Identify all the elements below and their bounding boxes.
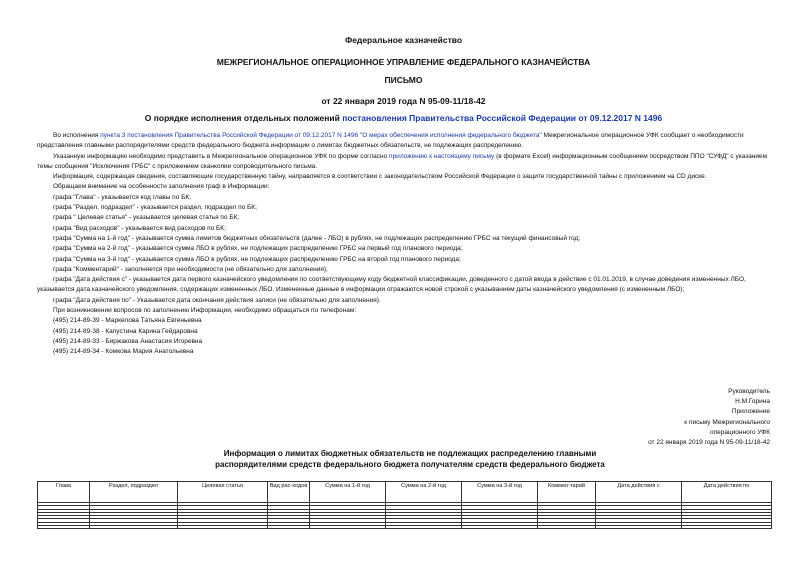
graph-item: графа "Раздел, подраздел" - указывается раздел, подраздел по БК; xyxy=(53,204,257,212)
limits-table xyxy=(37,481,772,529)
col-header: Сумма на 2-й год xyxy=(386,482,462,503)
table-cell xyxy=(386,526,462,529)
col-header: Целевая статья xyxy=(178,482,268,503)
col-header: Сумма на 3-й год xyxy=(462,482,538,503)
col-header: Вид рас-ходов xyxy=(268,482,310,503)
org-name: Федеральное казначейство xyxy=(344,35,463,45)
p1-text-a: Во исполнения xyxy=(53,132,101,139)
paragraph-2 xyxy=(37,152,771,173)
p1-text-b: Межрегиональное операционное УФК сообщает о необходимости представления главными распорядителями средств федерального бюджета информации о лимитах бюджетных обязательств, не подлежащих распределению. xyxy=(37,132,744,150)
col-header: Сумма на 1-й год xyxy=(310,482,386,503)
signature-block xyxy=(510,387,770,448)
title-prefix: О порядке исполнения отдельных положений xyxy=(144,113,343,123)
doc-date-number: от 22 января 2019 года N 95-09-11/18-42 xyxy=(321,96,486,106)
graph-item: графа "Сумма на 1-й год" - указывается сумма лимитов бюджетных обязательств (далее - ЛБО) в рублях, не подлежащих распределению ГРБС на текущий финансовый год; xyxy=(53,234,581,242)
col-header: Раздел, подраздел xyxy=(90,482,178,503)
table-cell xyxy=(268,526,310,529)
table-cell xyxy=(178,526,268,529)
table-title: Информация о лимитах бюджетных обязательств не подлежащих распределению главными распорядителями средств федерального бюджета получателям средств федерального бюджета xyxy=(215,449,605,469)
doc-title xyxy=(0,113,807,123)
contact-line: (495) 214-89-33 - Биржакова Анастасия Игоревна xyxy=(53,337,203,345)
doc-type: ПИСЬМО xyxy=(384,75,423,85)
col-header: Дата действия с xyxy=(596,482,682,503)
graph-date-from: графа "Дата действия с" - указывается дата первого казначейского уведомления по соответствующему коду бюджетной классификации, доведенного с датой ввода в действие с 01.01.2019, в случае доведения измененных ЛБО, указывается дата казначейского уведомления, содержащих измененных ЛБО. Измененные данные в информации отражаются новой строкой с указыванием даты казначейского уведомления (с измененным ЛБО); xyxy=(37,276,746,294)
contact-line: (495) 214-89-39 - Маркелова Татьяна Евгеньевна xyxy=(53,317,202,325)
table-cell xyxy=(38,526,90,529)
title-link[interactable]: постановления Правительства Российской Федерации от 09.12.2017 N 1496 xyxy=(342,113,663,123)
table-cell xyxy=(538,526,596,529)
contact-line: (495) 214-89-38 - Капустина Карина Гейдаровна xyxy=(53,327,198,335)
col-header: Глава xyxy=(38,482,90,503)
paragraph-1 xyxy=(37,131,771,152)
col-header: Коммен-тарий xyxy=(538,482,596,503)
signer-name: Н.М.Горина xyxy=(735,398,770,406)
appendix-label: Приложение xyxy=(731,408,770,416)
paragraph-4: Обращаем внимание на особенности заполнения граф в Информации: xyxy=(53,183,270,191)
graph-date-to: графа "Дата действия по" - Указывается дата окончания действия записи (не обязательно для заполнения). xyxy=(53,296,381,304)
graph-item: графа " Целевая статья" - указывается целевая статья по БК; xyxy=(53,214,240,222)
table-cell xyxy=(682,526,772,529)
paragraph-3: Информация, содержащая сведения, составляющие государственную тайну, направляется в соответствии с законодательством Российской Федерации о защите государственной тайны с приложением на CD диске. xyxy=(53,173,707,181)
appendix-line-2: операционного УФК xyxy=(709,428,770,436)
signer-position: Руководитель xyxy=(728,388,770,395)
col-header: Дата действия по xyxy=(682,482,772,503)
graph-item: графа "Вид расходов" - указывается вид расходов по БК; xyxy=(53,224,226,232)
graph-item: графа "Глава" - указывается код главы по БК; xyxy=(53,193,191,201)
p2-text-b: (в формате Excel) информационным сообщением посредством ППО "СУФД" с указанием темы сообщения "Исключения ГРБС" с приложением сканкопии сопроводительного письма. xyxy=(37,152,768,170)
table-header-row xyxy=(38,482,772,503)
letter-body xyxy=(37,131,771,358)
p1-link[interactable]: пункта 3 постановления Правительства Российской Федерации от 09.12.2017 N 1496 "О мерах обеспечения исполнения федерального бюджета" xyxy=(100,132,542,139)
org-department: МЕЖРЕГИОНАЛЬНОЕ ОПЕРАЦИОННОЕ УПРАВЛЕНИЕ ФЕДЕРАЛЬНОГО КАЗНАЧЕЙСТВА xyxy=(216,57,591,67)
table-cell xyxy=(310,526,386,529)
contact-line: (495) 214-89-34 - Комкова Мария Анатольевна xyxy=(53,348,194,356)
graph-item: графа "Комментарий" - заполняется при необходимости (не обязательно для заполнения); xyxy=(53,265,328,273)
p2-text-a: Указанную информацию необходимо представить в Межрегиональное операционное УФК по форме согласно xyxy=(53,152,390,160)
graph-item: графа "Сумма на 3-й год" - указывается сумма ЛБО в рублях, не подлежащих распределению ГРБС на второй год планового периода; xyxy=(53,255,461,263)
appendix-line-1: к письму Межрегионального xyxy=(684,418,770,426)
table-cell xyxy=(596,526,682,529)
p2-link[interactable]: приложению к настоящему письму xyxy=(389,152,495,160)
table-cell xyxy=(90,526,178,529)
table-cell xyxy=(462,526,538,529)
contacts-intro: При возникновении вопросов по заполнению Информации, необходимо обращаться по телефонам: xyxy=(53,307,357,315)
graph-item: графа "Сумма на 2-й год" - указывается сумма ЛБО в рублях, не подлежащих распределению ГРБС на первый год планового периода; xyxy=(53,245,463,253)
table-row xyxy=(38,526,772,529)
table-body xyxy=(38,503,772,529)
appendix-line-3: от 22 января 2019 года N 95-09-11/18-42 xyxy=(648,439,770,447)
